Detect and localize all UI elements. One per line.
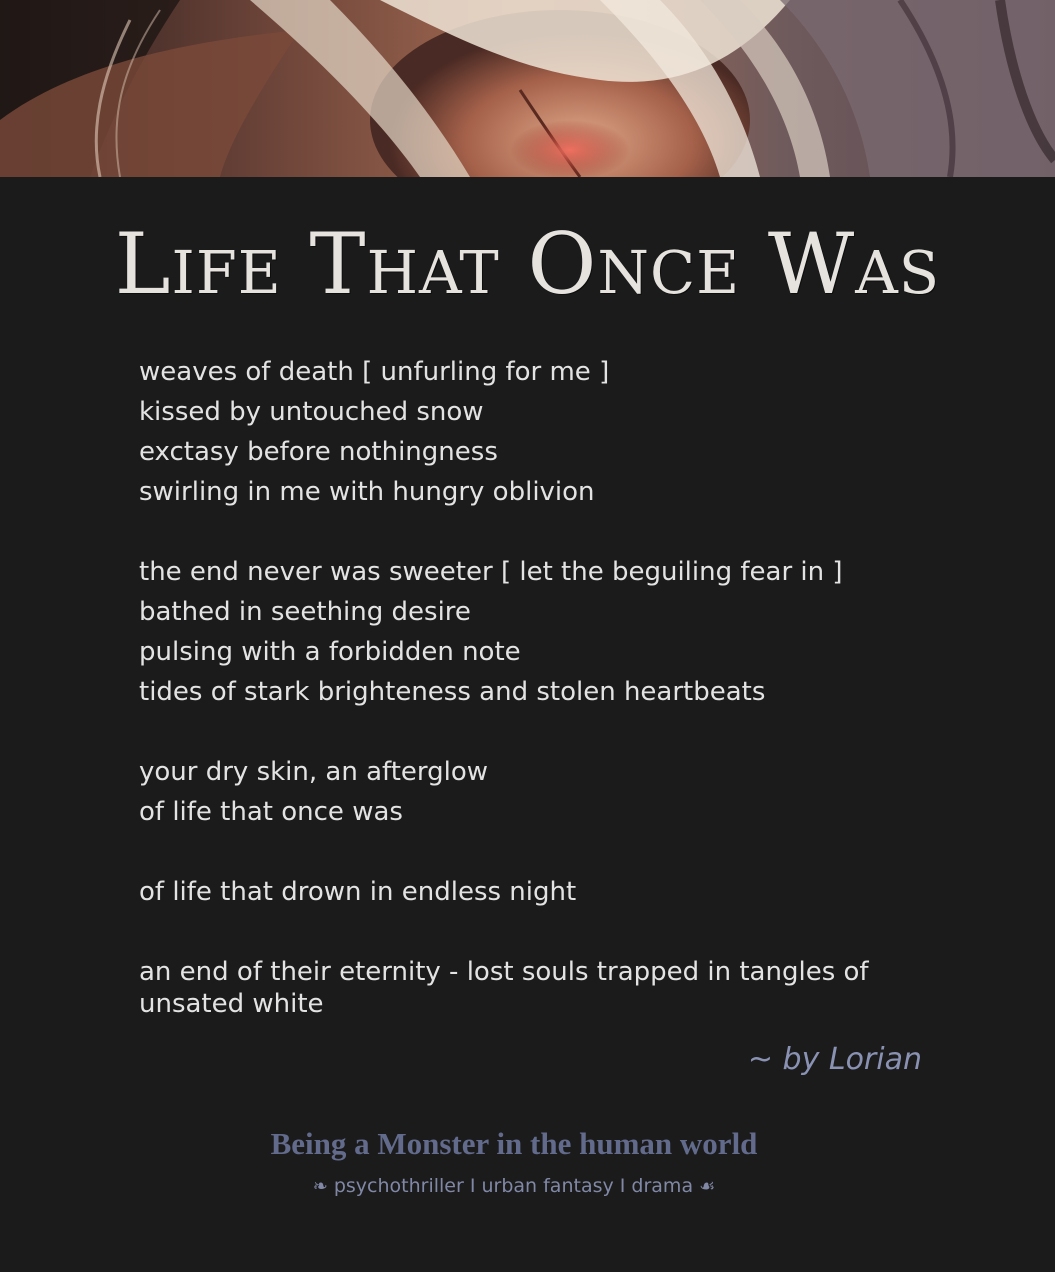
poem-line: of life that once was xyxy=(139,797,403,827)
poem-title: Life That Once Was xyxy=(114,215,941,313)
poem-line: pulsing with a forbidden note xyxy=(139,637,521,667)
portrait-artwork xyxy=(0,0,1055,177)
header-illustration xyxy=(0,0,1055,177)
stanza-break xyxy=(139,912,939,952)
poem-line: exctasy before nothingness xyxy=(139,437,498,467)
genre-list: psychothriller I urban fantasy I drama xyxy=(333,1175,694,1197)
poem-body xyxy=(139,352,939,1020)
stanza-break xyxy=(139,712,939,752)
author-credit: ~ by Lorian xyxy=(747,1042,922,1077)
genre-line xyxy=(0,1175,1028,1197)
poem-line: your dry skin, an afterglow xyxy=(139,757,489,787)
stanza-break xyxy=(139,512,939,552)
floral-ornament-right-icon: ☙ xyxy=(699,1176,716,1197)
poem-line: bathed in seething desire xyxy=(139,597,471,627)
book-title: Being a Monster in the human world xyxy=(270,1126,758,1161)
poem-line: the end never was sweeter [ let the beguiling fear in ] xyxy=(139,557,843,587)
poem-line: of life that drown in endless night xyxy=(139,877,577,907)
poem-line: swirling in me with hungry oblivion xyxy=(139,477,595,507)
poem-line: an end of their eternity - lost souls trapped in tangles of unsated white xyxy=(139,957,869,1019)
stanza-break xyxy=(139,832,939,872)
poem-line: tides of stark brighteness and stolen heartbeats xyxy=(139,677,766,707)
poem-line: weaves of death [ unfurling for me ] xyxy=(139,357,610,387)
floral-ornament-left-icon: ❧ xyxy=(312,1176,328,1197)
poem-line: kissed by untouched snow xyxy=(139,397,484,427)
